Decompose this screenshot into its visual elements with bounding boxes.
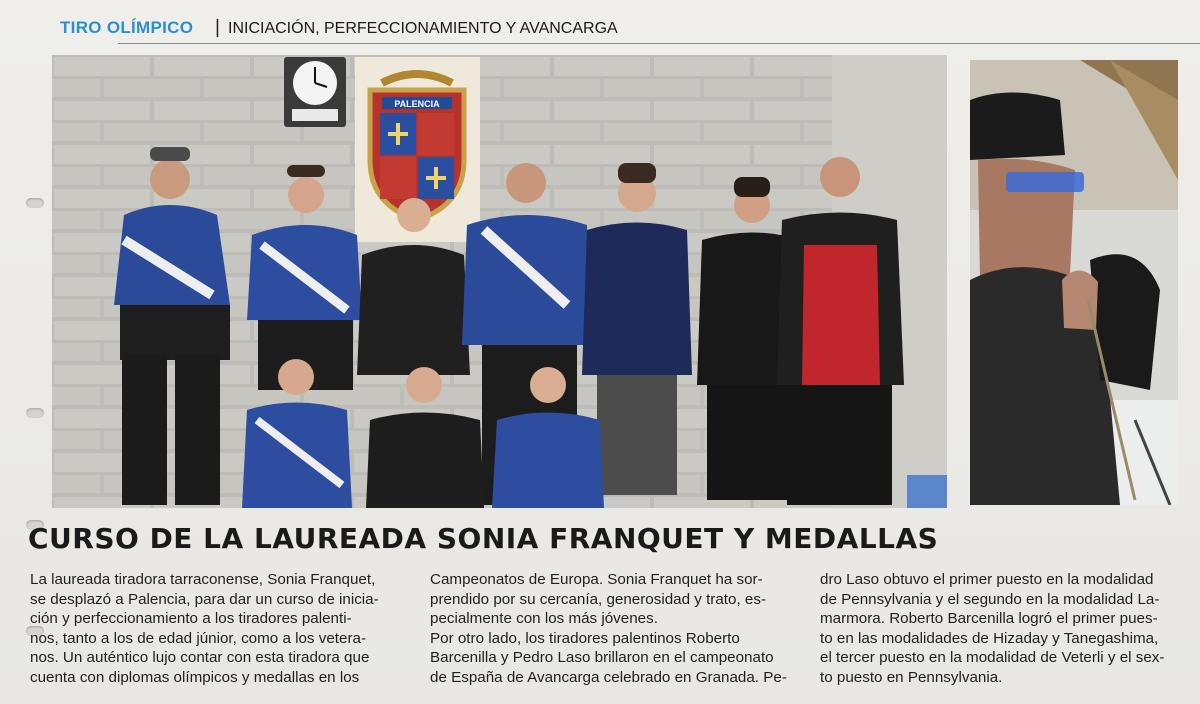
group-photo — [52, 55, 947, 508]
binder-hole — [26, 408, 44, 418]
article-paragraph: dro Laso obtuvo el primer puesto en la modalidad de Pennsylvania y el segundo en la modalidad La- marmora. Roberto Barcenilla logró el primer pues- to en las modalidades de Hizaday y Tanegashima, el tercer puesto en la modalidad de Veterli y el sex- to puesto en Pennsylvania. — [820, 571, 1165, 686]
article-column-2 — [430, 570, 815, 688]
header-rule — [118, 43, 1200, 44]
article-paragraph: La laureada tiradora tarraconense, Sonia Franquet, se desplazó a Palencia, para dar un curso de inicia- ción y perfeccionamiento a los tiradores palenti- nos, tanto a los de edad júnior, como a los vetera- nos. Un auténtico lujo contar con esta tiradora que cuenta con diplomas olímpicos y medallas en los — [30, 571, 379, 686]
article-headline: CURSO DE LA LAUREADA SONIA FRANQUET Y MEDALLAS — [28, 522, 939, 555]
article-column-1 — [30, 570, 415, 688]
wall-clock — [284, 57, 346, 127]
section-subtitle: INICIACIÓN, PERFECCIONAMIENTO Y AVANCARGA — [228, 20, 618, 37]
article-column-3 — [820, 570, 1190, 688]
section-title: TIRO OLÍMPICO — [60, 18, 194, 37]
crest-label: PALENCIA — [394, 99, 440, 109]
section-header — [60, 18, 1180, 48]
article-paragraph: Campeonatos de Europa. Sonia Franquet ha sor- prendido por su cercanía, generosidad y trato, es- pecialmente con los más jóvenes. Por otro lado, los tiradores palentinos Roberto Barcenilla y Pedro Laso brillaron en el campeonato de España de Avancarga celebrado en Granada. Pe- — [430, 571, 787, 686]
binder-hole — [26, 198, 44, 208]
header-separator: | — [215, 17, 220, 38]
shooter-photo — [970, 60, 1178, 505]
